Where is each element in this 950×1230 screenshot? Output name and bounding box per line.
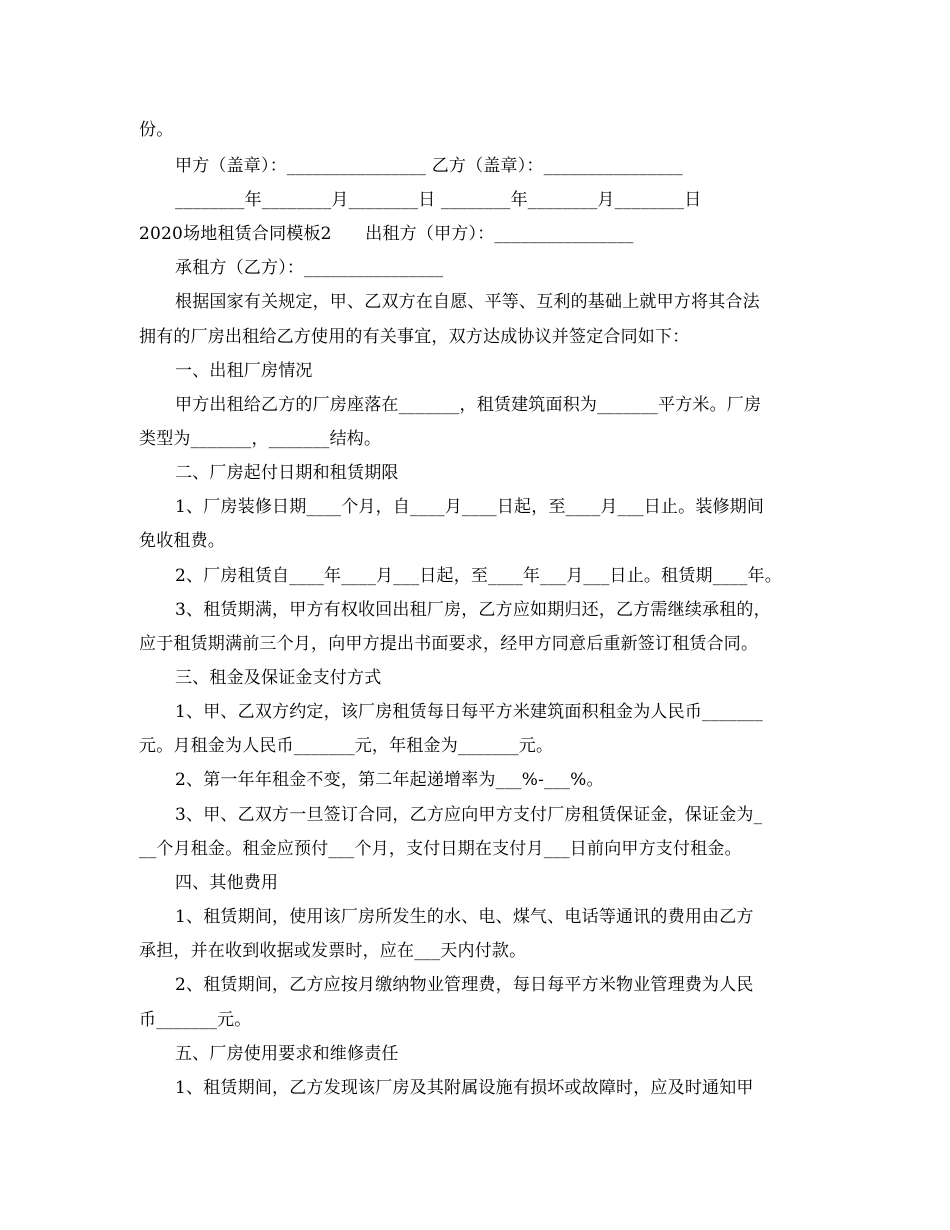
text-line-14: 2、厂房租赁自____年____月___日起，至____年___月___日止。租赁期____年。 <box>175 566 782 586</box>
text-line-23: 四、其他费用 <box>175 873 279 893</box>
text-line-26: 2、租赁期间，乙方应按月缴纳物业管理费，每日每平方米物业管理费为人民 <box>175 975 754 995</box>
text-line-24: 1、租赁期间，使用该厂房所发生的水、电、煤气、电话等通讯的费用由乙方 <box>175 907 754 927</box>
text-line-17: 三、租金及保证金支付方式 <box>175 668 382 688</box>
text-line-7: 拥有的厂房出租给乙方使用的有关事宜，双方达成协议并签定合同如下： <box>139 327 690 347</box>
text-line-13: 免收租费。 <box>139 531 225 551</box>
text-line-29: 1、租赁期间，乙方发现该厂房及其附属设施有损坏或故障时，应及时通知甲 <box>175 1078 754 1098</box>
text-line-21: 3、甲、乙双方一旦签订合同，乙方应向甲方支付厂房租赁保证金，保证金为_ <box>175 805 763 825</box>
text-line-5: 承租方（乙方）：________________ <box>175 258 444 278</box>
text-line-4: 2020场地租赁合同模板2 出租方（甲方）：________________ <box>139 224 634 244</box>
text-line-28: 五、厂房使用要求和维修责任 <box>175 1044 399 1064</box>
text-line-2: 甲方（盖章）：________________ 乙方（盖章）：________________ <box>175 156 683 176</box>
text-line-1: 份。 <box>139 120 174 140</box>
text-line-25: 承担，并在收到收据或发票时，应在___天内付款。 <box>139 941 527 961</box>
text-line-27: 币_______元。 <box>139 1010 252 1030</box>
text-line-18: 1、甲、乙双方约定，该厂房租赁每日每平方米建筑面积租金为人民币_______ <box>175 702 763 722</box>
text-line-3: ________年________月________日 ________年________月________日 <box>175 190 702 210</box>
text-line-12: 1、厂房装修日期____个月，自____月____日起，至____月___日止。装修期间 <box>175 497 765 517</box>
text-line-11: 二、厂房起付日期和租赁期限 <box>175 463 399 483</box>
text-line-19: 元。月租金为人民币_______元，年租金为_______元。 <box>139 736 554 756</box>
text-line-10: 类型为_______，_______结构。 <box>139 429 382 449</box>
text-line-20: 2、第一年年租金不变，第二年起递增率为___%-___%。 <box>175 770 604 790</box>
text-line-8: 一、出租厂房情况 <box>175 361 313 381</box>
text-line-15: 3、租赁期满，甲方有权收回出租厂房，乙方应如期归还，乙方需继续承租的， <box>175 600 771 620</box>
text-line-6: 根据国家有关规定，甲、乙双方在自愿、平等、互利的基础上就甲方将其合法 <box>175 292 760 312</box>
text-line-9: 甲方出租给乙方的厂房座落在_______，租赁建筑面积为_______平方米。厂房 <box>175 395 762 415</box>
text-line-22: __个月租金。租金应预付___个月，支付日期在支付月___日前向甲方支付租金。 <box>139 839 742 859</box>
text-line-16: 应于租赁期满前三个月，向甲方提出书面要求，经甲方同意后重新签订租赁合同。 <box>139 634 759 654</box>
